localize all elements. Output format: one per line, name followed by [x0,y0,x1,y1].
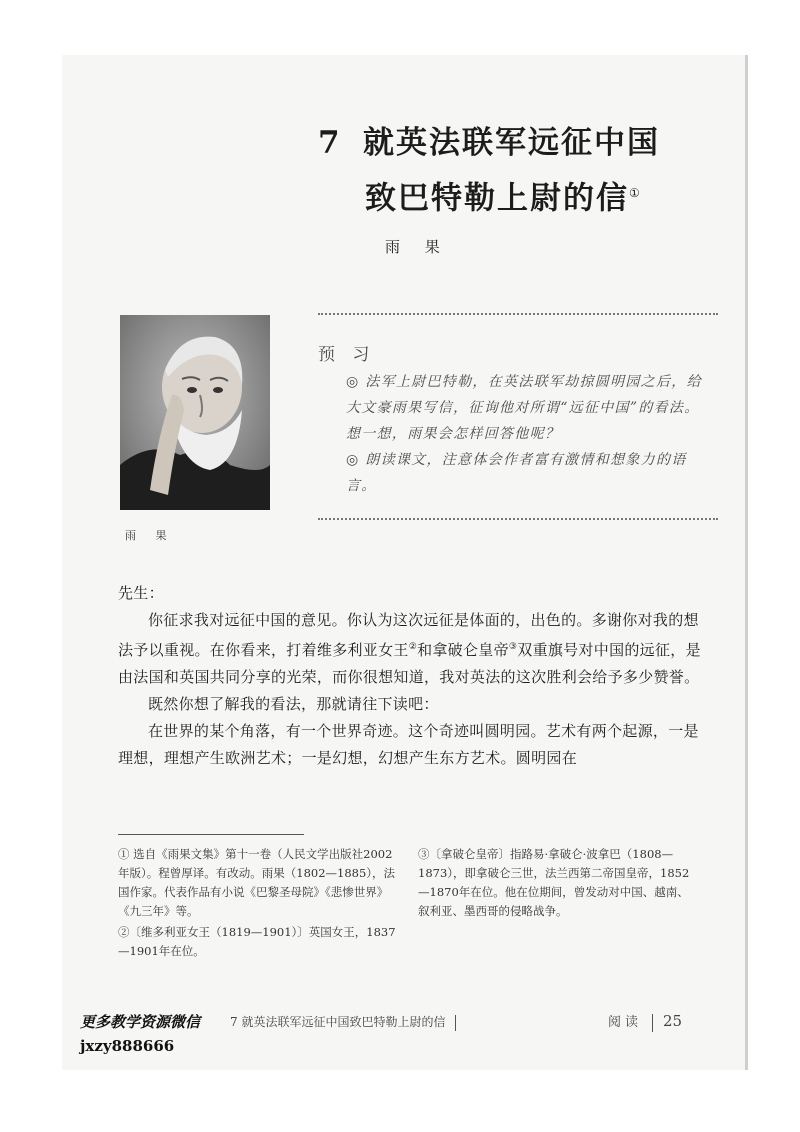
hugo-portrait-image [120,315,270,510]
title-line-2: 致巴特勒上尉的信 [365,180,629,217]
portrait-caption: 雨 果 [125,529,175,542]
title-footnote-mark: ① [629,186,642,200]
letter-greeting: 先生： [118,584,164,602]
running-footer [230,1013,456,1031]
preview-item-1: ◎ 法军上尉巴特勒，在英法联军劫掠圆明园之后，给大文豪雨果写信，征询他对所谓“远征中国”的看法。想一想，雨果会怎样回答他呢？ [346,374,702,442]
footnote-2: ②〔维多利亚女王（1819—1901）〕英国女王，1837—1901年在位。 [118,925,396,958]
page-number: 25 [663,1012,683,1030]
dotted-divider-bottom [318,518,718,520]
footnote-mark-3: ③ [508,642,518,652]
footnote-mark-2: ② [408,642,418,652]
page-info [608,1011,682,1032]
title-line-1: 就英法联军远征中国 [363,125,660,161]
watermark-line-2: jxzy888666 [80,1037,175,1055]
running-title: 7 就英法联军远征中国致巴特勒上尉的信 [230,1015,446,1029]
lesson-title [318,118,660,217]
page-edge [745,55,748,1070]
footer-divider [455,1015,456,1031]
letter-paragraph-3: 在世界的某个角落，有一个世界奇迹。这个奇迹叫圆明园。艺术有两个起源，一是理想，理想产生欧洲艺术；一是幻想，幻想产生东方艺术。圆明园在 [118,722,699,767]
preview-box [318,340,713,499]
dotted-divider-top [318,313,718,315]
letter-paragraph-2: 既然你想了解我的看法，那就请往下读吧： [148,695,439,713]
watermark-line-1: 更多教学资源微信 [80,1013,201,1031]
footnotes-left [118,845,398,963]
lesson-number: 7 [318,125,342,161]
title-line-2-wrap [365,168,642,223]
footnotes-right [418,845,698,923]
letter-body [118,580,714,772]
p1-text-c: 双重旗号对中国的远征，是由法国和英国共同分享的光荣，而你很想知道，我对英法的这次胜利会给予多少赞誉。 [118,641,701,686]
p1-text-b: 和拿破仑皇帝 [417,641,509,659]
footnote-rule [118,834,304,835]
watermark-text [80,1010,200,1058]
preview-item-2: ◎ 朗读课文，注意体会作者富有激情和想象力的语言。 [346,452,687,494]
author-name: 雨 果 [385,238,450,256]
page-divider [652,1014,653,1032]
footnote-3: ③〔拿破仑皇帝〕指路易·拿破仑·波拿巴（1808—1873），即拿破仑三世，法兰西第二帝国皇帝，1852—1870年在位。他在位期间，曾发动对中国、越南、叙利亚、墨西哥的侵略战争。 [418,847,690,918]
p1-text-a: 你征求我对远征中国的意见。你认为这次远征是体面的，出色的。多谢你对我的想法予以重视。在你看来，打着维多利亚女王 [118,611,699,659]
letter-paragraph-1 [118,607,714,691]
section-label: 阅读 [608,1015,643,1030]
preview-heading: 预 习 [318,345,376,365]
footnote-1: ① 选自《雨果文集》第十一卷（人民文学出版社2002年版）。程曾厚译。有改动。雨果（1802—1885），法国作家。代表作品有小说《巴黎圣母院》《悲惨世界》《九三年》等。 [118,847,396,918]
